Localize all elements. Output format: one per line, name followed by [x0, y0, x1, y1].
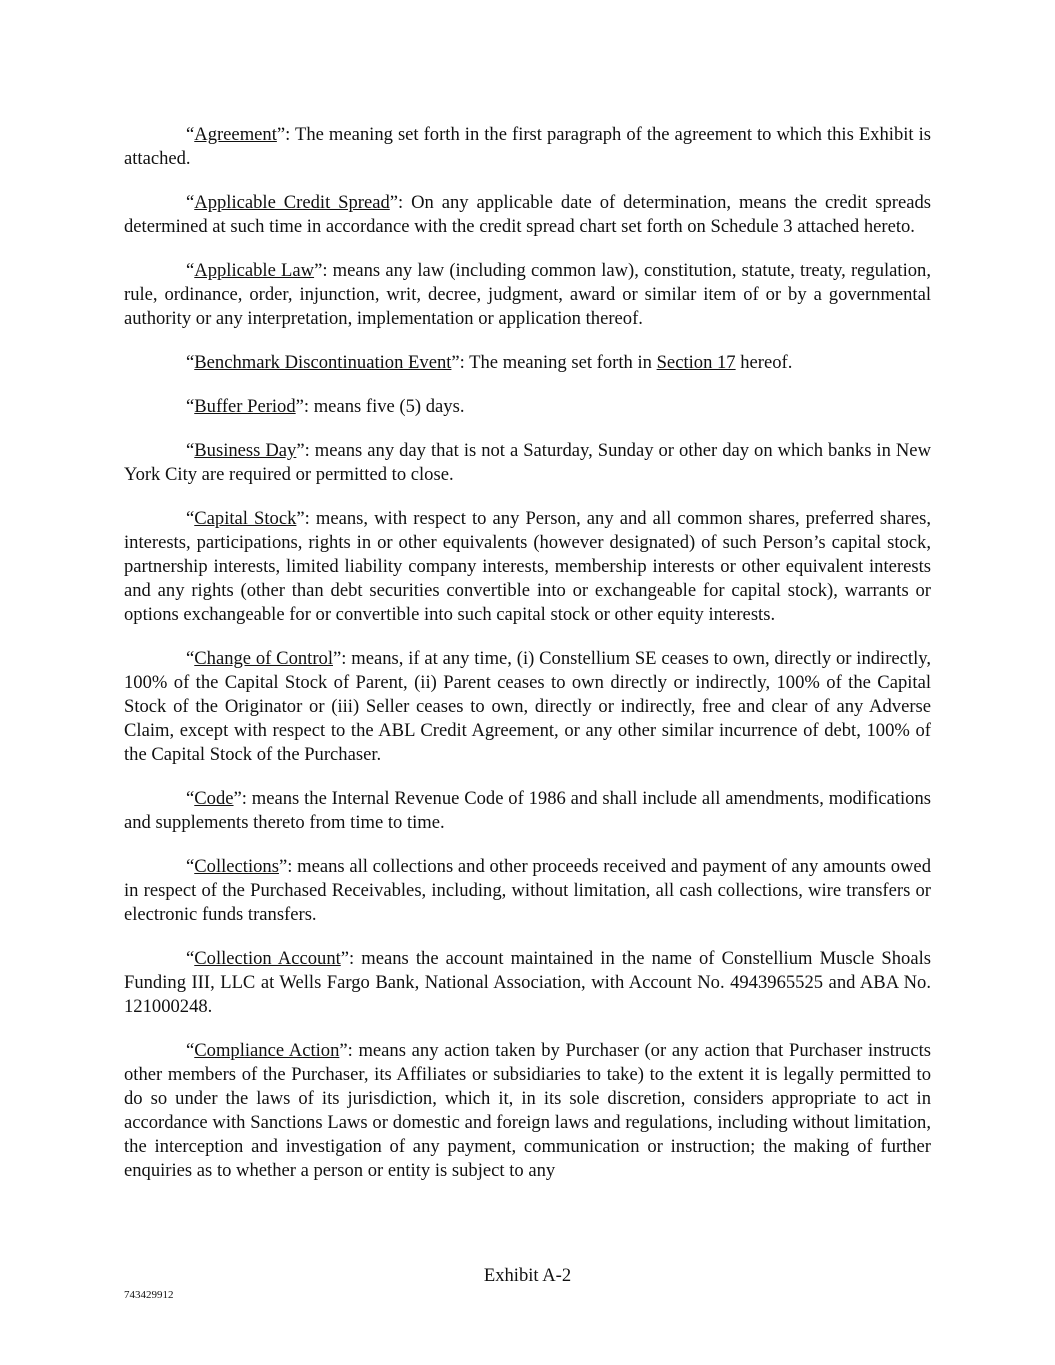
definition-text: ”: The meaning set forth in	[451, 352, 657, 373]
definition-text: ”: means any law (including common law), constitution, statute, treaty, regulation, rule, ordinance, order, injunction, writ, decree, judgment, award or similar item of or by a governmental authority or any interpretation, implementation or application thereof.	[124, 260, 932, 329]
definition-text: ”: means any action taken by Purchaser (or any action that Purchaser instructs other members of the Purchaser, its Affiliates or subsidiaries to take) to the extent it is legally permitted to do so under the laws of its jurisdiction, which it, in its sole discretion, considers appropriate to act in accordance with Sanctions Laws or domestic and foreign laws and regulations, including without limitation, the interception and investigation of any payment, communication or instruction; the making of further enquiries as to whether a person or entity is subject to any	[124, 1040, 932, 1181]
definition-text: ”: means any day that is not a Saturday, Sunday or other day on which banks in New York City are required or permitted to close.	[124, 440, 931, 485]
defined-term: Compliance Action	[194, 1040, 340, 1061]
definition-collection-account: “Collection Account”: means the account maintained in the name of Constellium Muscle Shoals Funding III, LLC at Wells Fargo Bank, National Association, with Account No. 4943965525 and ABA No. 121000248.	[124, 948, 931, 1017]
defined-term: Change of Control	[194, 648, 333, 669]
defined-term: Benchmark Discontinuation Event	[194, 352, 452, 373]
defined-term: Applicable Credit Spread	[194, 192, 390, 213]
definition-text: ”: means the Internal Revenue Code of 1986 and shall include all amendments, modifications and supplements thereto from time to time.	[124, 788, 931, 833]
definition-agreement: “Agreement”: The meaning set forth in the first paragraph of the agreement to which this Exhibit is attached.	[124, 124, 931, 169]
definition-text: ”: means the account maintained in the name of Constellium Muscle Shoals Funding III, LLC at Wells Fargo Bank, National Association, with Account No. 4943965525 and ABA No. 121000248.	[124, 948, 931, 1017]
definition-code: “Code”: means the Internal Revenue Code of 1986 and shall include all amendments, modifications and supplements thereto from time to time.	[124, 788, 931, 833]
page-footer-title: Exhibit A-2	[483, 1265, 572, 1286]
definition-change-of-control: “Change of Control”: means, if at any time, (i) Constellium SE ceases to own, directly or indirectly, 100% of the Capital Stock of Parent, (ii) Parent ceases to own directly or indirectly, 100% of the Capital Stock of the Originator or (iii) Seller ceases to own, directly or indirectly, free and clear of any Adverse Claim, except with respect to the ABL Credit Agreement, or any other similar incurrence of debt, 100% of the Capital Stock of the Purchaser.	[124, 648, 931, 765]
defined-term: Agreement	[194, 124, 277, 145]
defined-term: Applicable Law	[194, 260, 315, 281]
definition-text: ”: means five (5) days.	[295, 396, 465, 417]
definition-compliance-action: “Compliance Action”: means any action taken by Purchaser (or any action that Purchaser instructs other members of the Purchaser, its Affiliates or subsidiaries to take) to the extent it is legally permitted to do so under the laws of its jurisdiction, which it, in its sole discretion, considers appropriate to act in accordance with Sanctions Laws or domestic and foreign laws and regulations, including without limitation, the interception and investigation of any payment, communication or instruction; the making of further enquiries as to whether a person or entity is subject to any	[124, 1040, 932, 1181]
defined-term: Capital Stock	[194, 508, 297, 529]
section-reference: Section 17	[656, 352, 736, 373]
definition-applicable-credit-spread: “Applicable Credit Spread”: On any applicable date of determination, means the credit spreads determined at such time in accordance with the credit spread chart set forth on Schedule 3 attached hereto.	[124, 192, 931, 237]
definition-capital-stock: “Capital Stock”: means, with respect to any Person, any and all common shares, preferred shares, interests, participations, rights in or other equivalents (however designated) of such Person’s capital stock, partnership interests, limited liability company interests, membership interests or other equivalent interests and any rights (other than debt securities convertible into or exchangeable for capital stock), warrants or options exchangeable for or convertible into such capital stock or other equity interests.	[124, 508, 931, 625]
definition-text: ”: The meaning set forth in the first paragraph of the agreement to which this Exhibit is attached.	[124, 124, 931, 169]
definition-text: ”: On any applicable date of determination, means the credit spreads determined at such time in accordance with the credit spread chart set forth on Schedule 3 attached hereto.	[124, 192, 931, 237]
definition-collections: “Collections”: means all collections and other proceeds received and payment of any amounts owed in respect of the Purchased Receivables, including, without limitation, all cash collections, wire transfers or electronic funds transfers.	[124, 856, 931, 925]
document-body	[124, 123, 931, 1203]
definition-business-day: “Business Day”: means any day that is not a Saturday, Sunday or other day on which banks in New York City are required or permitted to close.	[124, 440, 931, 485]
definition-text: ”: means all collections and other proceeds received and payment of any amounts owed in respect of the Purchased Receivables, including, without limitation, all cash collections, wire transfers or electronic funds transfers.	[124, 856, 931, 925]
definition-buffer-period: “Buffer Period”: means five (5) days.	[186, 396, 465, 417]
document-id: 743429912	[124, 1289, 174, 1301]
definition-benchmark-discontinuation-event: “Benchmark Discontinuation Event”: The meaning set forth in Section 17 hereof.	[186, 352, 793, 373]
definition-text: ”: means, if at any time, (i) Constellium SE ceases to own, directly or indirectly, 100% of the Capital Stock of Parent, (ii) Parent ceases to own directly or indirectly, 100% of the Capital Stock of the Originator or (iii) Seller ceases to own, directly or indirectly, free and clear of any Adverse Claim, except with respect to the ABL Credit Agreement, or any other similar incurrence of debt, 100% of the Capital Stock of the Purchaser.	[124, 648, 931, 765]
defined-term: Buffer Period	[194, 396, 296, 417]
defined-term: Collection Account	[194, 948, 341, 969]
defined-term: Collections	[194, 856, 279, 877]
definition-text-after: hereof.	[735, 352, 793, 373]
definition-text: ”: means, with respect to any Person, any and all common shares, preferred shares, interests, participations, rights in or other equivalents (however designated) of such Person’s capital stock, partnership interests, limited liability company interests, membership interests or other equivalent interests and any rights (other than debt securities convertible into or exchangeable for capital stock), warrants or options exchangeable for or convertible into such capital stock or other equity interests.	[124, 508, 931, 625]
defined-term: Code	[194, 788, 234, 809]
definition-applicable-law: “Applicable Law”: means any law (including common law), constitution, statute, treaty, regulation, rule, ordinance, order, injunction, writ, decree, judgment, award or similar item of or by a governmental authority or any interpretation, implementation or application thereof.	[124, 260, 932, 329]
defined-term: Business Day	[194, 440, 297, 461]
